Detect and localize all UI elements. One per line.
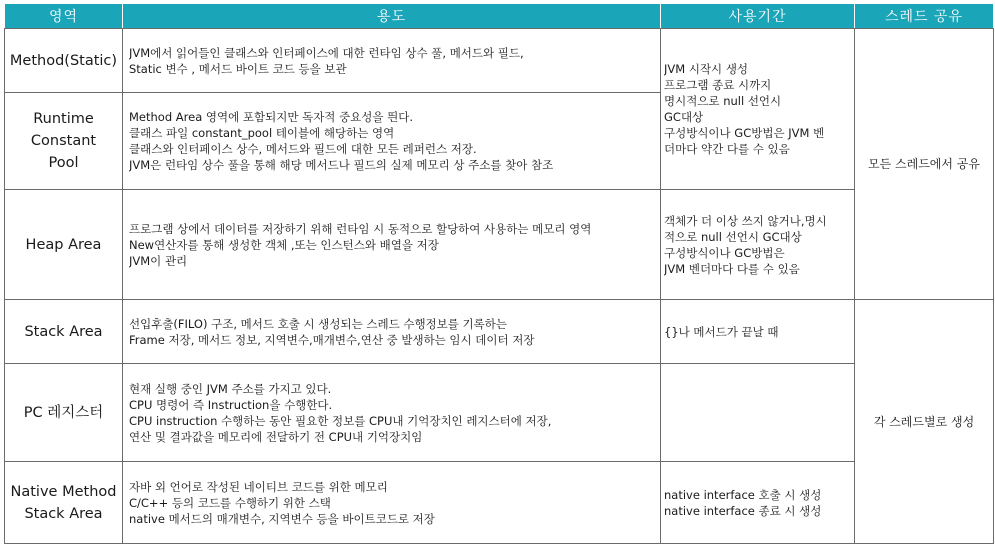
usage-line: Method Area 영역에 포함되지만 독자적 중요성을 띈다. bbox=[129, 110, 414, 124]
sharing-cell bbox=[855, 300, 994, 544]
usage-line: Static 변수 , 메서드 바이트 코드 등을 보관 bbox=[129, 61, 347, 76]
area-cell bbox=[5, 190, 123, 300]
lifetime-line: 프로그램 종료 시까지 bbox=[664, 78, 772, 92]
table-row bbox=[5, 300, 994, 364]
lifetime-line: 객체가 더 이상 쓰지 않거나,명시 bbox=[664, 213, 827, 228]
lifetime-cell bbox=[661, 300, 855, 364]
lifetime-line: JVM 벤더마다 다를 수 있음 bbox=[664, 261, 800, 276]
usage-line: 프로그램 상에서 데이터를 저장하기 위해 런타임 시 동적으로 할당하여 사용하는 메모리 영역 bbox=[129, 221, 592, 236]
area-label: Native Method bbox=[10, 483, 117, 500]
usage-cell bbox=[123, 190, 661, 300]
table-row bbox=[5, 29, 994, 93]
usage-line: native 메서드의 매개변수, 지역변수 등을 바이트코드로 저장 bbox=[129, 511, 435, 526]
header-row bbox=[5, 4, 994, 29]
area-label: PC 레지스터 bbox=[23, 404, 104, 421]
lifetime-line: JVM 시작시 생성 bbox=[664, 62, 749, 76]
usage-cell bbox=[123, 93, 661, 190]
usage-cell bbox=[123, 29, 661, 93]
lifetime-line: 구성방식이나 GC방법은 JVM 벤 bbox=[664, 126, 825, 140]
area-cell bbox=[5, 93, 123, 190]
area-label: Runtime bbox=[33, 111, 94, 127]
area-cell bbox=[5, 462, 123, 544]
lifetime-line: 명시적으로 null 선언시 bbox=[664, 94, 782, 108]
lifetime-cell bbox=[661, 29, 855, 190]
lifetime-line: 적으로 null 선언시 GC대상 bbox=[664, 229, 802, 244]
usage-line: JVM은 런타임 상수 풀을 통해 해당 메서드나 필드의 실제 메모리 상 주소를 찾아 참조 bbox=[129, 158, 554, 172]
table-row bbox=[5, 364, 994, 462]
table-row bbox=[5, 462, 994, 544]
usage-line: JVM이 관리 bbox=[129, 253, 188, 268]
area-cell bbox=[5, 364, 123, 462]
header-usage: 용도 bbox=[123, 4, 661, 29]
lifetime-cell-empty bbox=[661, 364, 855, 462]
sharing-label: 모든 스레드에서 공유 bbox=[868, 157, 980, 171]
lifetime-line: native interface 종료 시 생성 bbox=[664, 503, 822, 518]
lifetime-line: {}나 메서드가 끝날 때 bbox=[664, 324, 779, 339]
lifetime-cell bbox=[661, 190, 855, 300]
usage-line: Frame 저장, 메서드 정보, 지역변수,매개변수,연산 중 발생하는 임시 데이터 저장 bbox=[129, 332, 535, 347]
table-row bbox=[5, 190, 994, 300]
usage-line: JVM에서 읽어들인 클래스와 인터페이스에 대한 런타임 상수 풀, 메서드와 필드, bbox=[129, 45, 524, 60]
usage-line: CPU instruction 수행하는 동안 필요한 정보를 CPU내 기억장치인 레지스터에 저장, bbox=[129, 413, 552, 428]
usage-cell bbox=[123, 364, 661, 462]
usage-cell bbox=[123, 300, 661, 364]
area-cell bbox=[5, 300, 123, 364]
sharing-label: 각 스레드별로 생성 bbox=[873, 414, 975, 429]
lifetime-line: native interface 호출 시 생성 bbox=[664, 487, 822, 502]
lifetime-line: GC대상 bbox=[664, 110, 704, 124]
area-label: Heap Area bbox=[25, 236, 102, 253]
area-label: Pool bbox=[48, 155, 79, 171]
lifetime-line: 구성방식이나 GC방법은 bbox=[664, 245, 785, 260]
area-cell bbox=[5, 29, 123, 93]
area-label: Constant bbox=[30, 133, 97, 149]
sharing-cell bbox=[855, 29, 994, 300]
header-sharing: 스레드 공유 bbox=[855, 4, 994, 29]
usage-line: C/C++ 등의 코드를 수행하기 위한 스택 bbox=[129, 495, 331, 510]
area-label: Stack Area bbox=[24, 323, 103, 340]
usage-line: 자바 외 언어로 작성된 네이티브 코드를 위한 메모리 bbox=[129, 479, 388, 494]
usage-line: New연산자를 통해 생성한 객체 ,또는 인스턴스와 배열을 저장 bbox=[129, 237, 439, 252]
jvm-memory-table bbox=[4, 3, 994, 544]
usage-line: 선입후출(FILO) 구조, 메서드 호출 시 생성되는 스레드 수행정보를 기록하는 bbox=[129, 316, 507, 331]
usage-cell bbox=[123, 462, 661, 544]
area-label: Stack Area bbox=[24, 505, 103, 522]
usage-line: 현재 실행 중인 JVM 주소를 가지고 있다. bbox=[129, 381, 332, 396]
usage-line: 연산 및 결과값을 메모리에 전달하기 전 CPU내 기억장치임 bbox=[129, 429, 423, 444]
header-lifetime: 사용기간 bbox=[661, 4, 855, 29]
lifetime-line: 더마다 약간 다를 수 있음 bbox=[664, 142, 790, 156]
header-area: 영역 bbox=[5, 4, 123, 29]
usage-line: CPU 명령어 즉 Instruction을 수행한다. bbox=[129, 397, 333, 412]
area-label: Method(Static) bbox=[9, 52, 118, 69]
usage-line: 클래스 파일 constant_pool 테이블에 해당하는 영역 bbox=[129, 126, 395, 140]
lifetime-cell bbox=[661, 462, 855, 544]
usage-line: 클래스와 인터페이스 상수, 메서드와 필드에 대한 모든 레퍼런스 저장. bbox=[129, 142, 477, 156]
